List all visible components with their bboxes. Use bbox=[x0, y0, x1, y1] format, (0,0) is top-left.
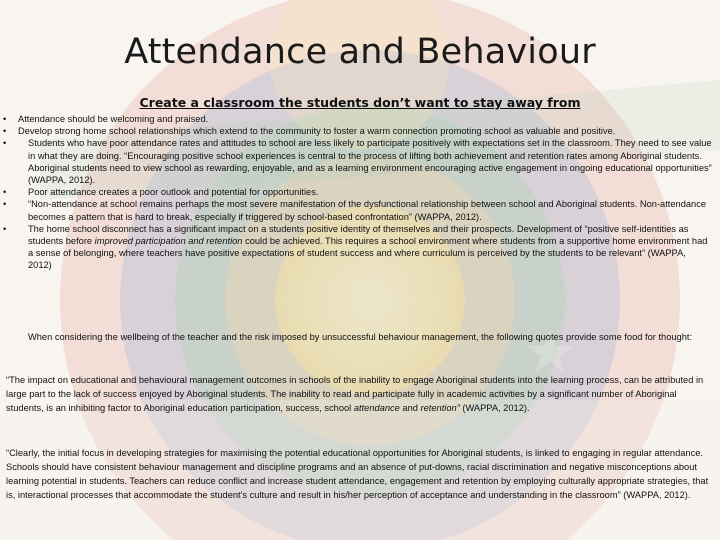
slide-title: Attendance and Behaviour bbox=[124, 32, 596, 72]
list-item bbox=[0, 223, 712, 272]
list-item bbox=[0, 125, 712, 137]
bullet-icon: • bbox=[3, 138, 7, 149]
quote-text: and bbox=[399, 403, 421, 413]
bullet-text-part: could be achieved. This requires a school environment where students from a supportive home environment had a sense of belonging, where teachers have positive expectations of student success and where curriculum is perceived by the students to be relevant” (WAPPA, 2012) bbox=[28, 236, 708, 271]
quote-paragraph-2: “Clearly, the initial focus in developing strategies for maximising the potential educational opportunities for Aboriginal students, is linked to engaging in regular attendance. Schools should have consistent behaviour management and discipline programs and an absence of put-downs, racial discrimination and negative misconceptions about learning potential in students. Teachers can reduce conflict and increase student attendance, engagement and retention by employing culturally appropriate strategies, that is, interactional processes that accommodate the student's culture and result in his/her perception of acceptance and understanding in the classroom” (WAPPA, 2012). bbox=[6, 448, 709, 500]
quote-text: “The impact on educational and behavioural management outcomes in schools of the inability to engage Aboriginal students into the learning process, can be attributed in large part to the lack of success enjoyed by Aboriginal students. The inability to read and participate fully in academic activities by a significant number of Aboriginal students, is an inhibiting factor to Aboriginal education participation, success, school bbox=[6, 375, 704, 413]
bullet-text: Students who have poor attendance rates and attitudes to school are less likely to participate positively with expectations set in the classroom. They need to see value in what they are doing. “Encouraging positive school experiences is central to the process of lifting both achievement and retention rates among Aboriginal students. Aboriginal students need to view school as rewarding, enjoyable, and as a learning environment encouraging active engagement in ongoing educational opportunities” (WAPPA, 2012). bbox=[28, 138, 712, 186]
bullet-text: Poor attendance creates a poor outlook and potential for opportunities. bbox=[28, 187, 319, 198]
bullet-text: Attendance should be welcoming and praised. bbox=[18, 114, 209, 124]
bullet-list bbox=[0, 113, 712, 272]
bullet-text: Develop strong home school relationships which extend to the community to foster a warm connection promoting school as valuable and positive. bbox=[18, 126, 616, 137]
quote-paragraph-1 bbox=[6, 373, 711, 415]
quote-text: (WAPPA, 2012). bbox=[459, 403, 530, 413]
list-item bbox=[0, 198, 712, 222]
bullet-text-part: The home school disconnect has a significant impact on a students positive identity of themselves and their prospects. Development of “positive self-identities as students before bbox=[28, 223, 689, 247]
bullet-text-italic: improved participation and retention bbox=[94, 236, 243, 247]
bullet-icon: • bbox=[3, 199, 7, 210]
bullet-text: “Non-attendance at school remains perhaps the most severe manifestation of the dysfunctional relationship between school and Aboriginal students. Non-attendance becomes a pattern that is hard to break, especially if triggered by school-based confrontation” (WAPPA, 2012). bbox=[28, 199, 707, 222]
quote-italic: attendance bbox=[353, 403, 400, 413]
bullet-icon: • bbox=[3, 114, 7, 124]
intro-paragraph: When considering the wellbeing of the teacher and the risk imposed by unsuccessful behaviour management, the following quotes provide some food for thought: bbox=[27, 332, 693, 342]
list-item bbox=[0, 113, 712, 125]
list-item bbox=[0, 137, 712, 186]
bullet-icon: • bbox=[3, 187, 7, 198]
bullet-icon: • bbox=[3, 126, 7, 137]
quote-italic: retention” bbox=[420, 403, 460, 413]
bullet-icon: • bbox=[3, 223, 7, 234]
list-item bbox=[0, 186, 712, 198]
slide-subtitle: Create a classroom the students don’t want to stay away from bbox=[139, 95, 581, 110]
